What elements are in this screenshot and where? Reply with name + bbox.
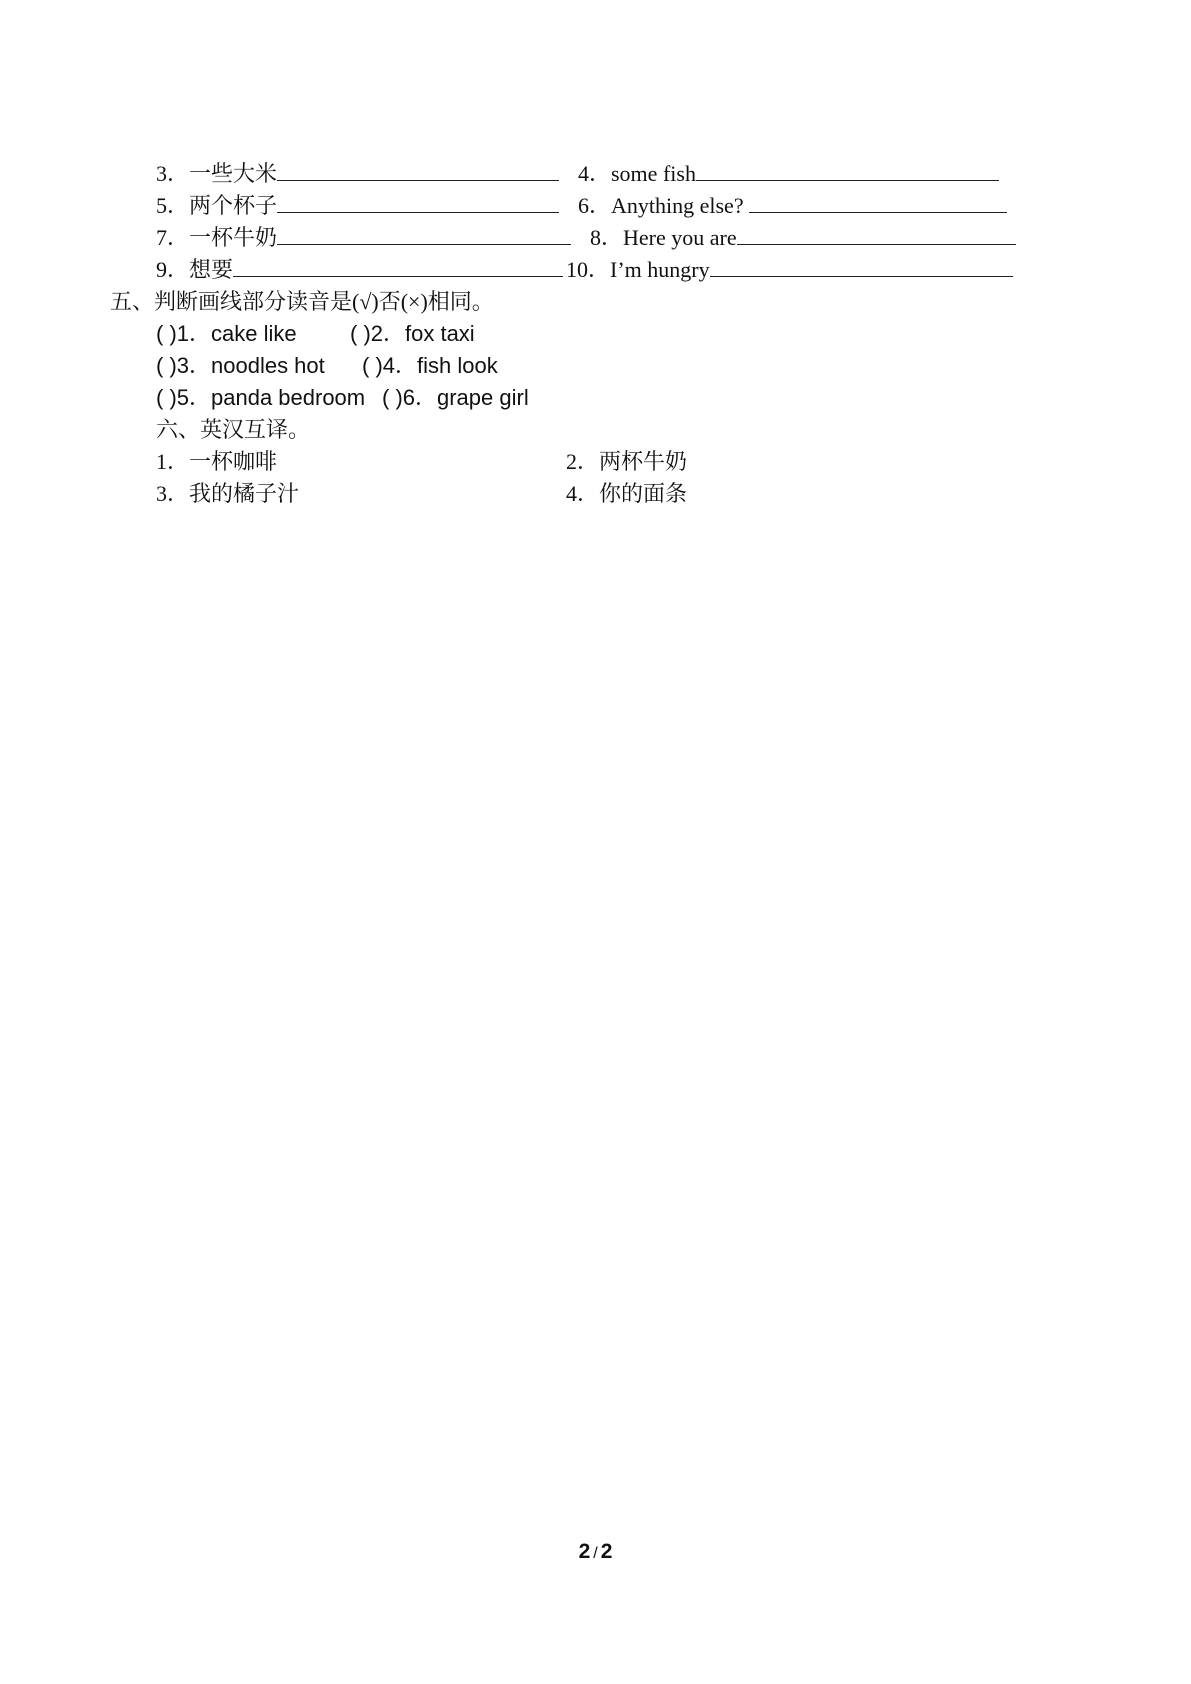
answer-blank[interactable]	[233, 254, 563, 277]
item-3-text: 3．一些大米	[156, 161, 278, 186]
section-5-title: 五、判断画线部分读音是(√)否(×)相同。	[110, 289, 494, 314]
item-9-text: 9．想要	[156, 257, 234, 282]
translate-row-1	[0, 158, 1191, 190]
page-total: 2	[600, 1540, 613, 1563]
item-8-text: 8．Here you are	[590, 225, 737, 250]
section-6-row-1	[0, 446, 1191, 478]
page-separator: /	[593, 1545, 598, 1562]
section-5-row-2	[0, 350, 1191, 382]
section-5-row-1	[0, 318, 1191, 350]
phonics-item-5[interactable]: ( )5．panda bedroom	[156, 385, 366, 410]
answer-blank[interactable]	[277, 190, 559, 213]
phonics-item-2[interactable]: ( )2．fox taxi	[350, 321, 475, 346]
phonics-item-3[interactable]: ( )3．noodles hot	[156, 353, 325, 378]
translate-row-4	[0, 254, 1191, 286]
section-5-row-3	[0, 382, 1191, 414]
section-6-row-2	[0, 478, 1191, 510]
item-5-text: 5．两个杯子	[156, 193, 278, 218]
translate-item-3: 3．我的橘子汁	[156, 481, 300, 506]
translate-item-4: 4．你的面条	[566, 481, 688, 506]
section-6-title: 六、英汉互译。	[156, 417, 311, 442]
translate-row-3	[0, 222, 1191, 254]
answer-blank[interactable]	[737, 222, 1016, 245]
answer-blank[interactable]	[710, 254, 1013, 277]
answer-blank[interactable]	[277, 222, 571, 245]
translate-item-2: 2．两杯牛奶	[566, 449, 688, 474]
item-6-text: 6．Anything else?	[578, 193, 750, 218]
page-number	[0, 1540, 1191, 1564]
answer-blank[interactable]	[749, 190, 1007, 213]
phonics-item-1[interactable]: ( )1．cake like	[156, 321, 297, 346]
translate-item-1: 1．一杯咖啡	[156, 449, 278, 474]
item-7-text: 7．一杯牛奶	[156, 225, 278, 250]
answer-blank[interactable]	[277, 158, 559, 181]
page-current: 2	[578, 1540, 591, 1563]
translate-row-2	[0, 190, 1191, 222]
phonics-item-4[interactable]: ( )4．fish look	[362, 353, 498, 378]
item-10-text: 10．I’m hungry	[566, 257, 710, 282]
answer-blank[interactable]	[696, 158, 999, 181]
phonics-item-6[interactable]: ( )6．grape girl	[382, 385, 529, 410]
item-4-text: 4．some fish	[578, 161, 696, 186]
